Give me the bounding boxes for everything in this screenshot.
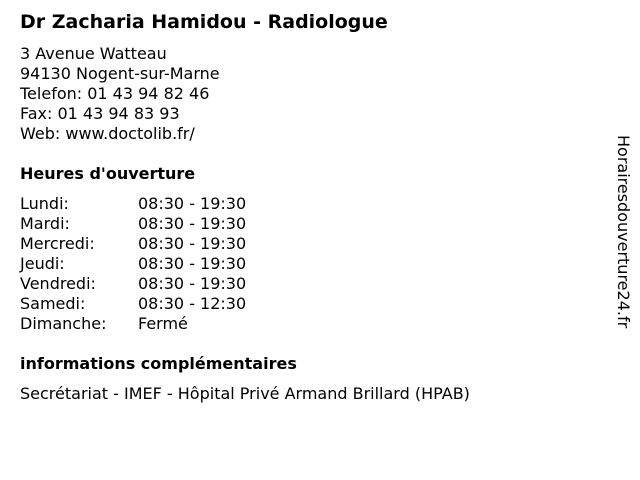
hours-row-sunday: [20, 314, 246, 334]
day-label: Lundi:: [20, 194, 69, 213]
watermark: [611, 135, 635, 345]
day-label: Jeudi:: [20, 254, 65, 273]
page-title: Dr Zacharia Hamidou - Radiologue: [20, 11, 388, 33]
hours-row-saturday: [20, 294, 246, 314]
hours-row-monday: [20, 194, 246, 214]
info-heading: informations complémentaires: [20, 354, 297, 373]
day-label: Mercredi:: [20, 234, 95, 253]
watermark-text: Horairesdouverture24.fr: [614, 135, 633, 329]
day-label: Dimanche:: [20, 314, 107, 333]
time-value: Fermé: [138, 314, 188, 333]
time-value: 08:30 - 12:30: [138, 294, 247, 313]
day-label: Samedi:: [20, 294, 86, 313]
info-text: Secrétariat - IMEF - Hôpital Privé Armand Brillard (HPAB): [20, 384, 470, 403]
time-value: 08:30 - 19:30: [138, 194, 247, 213]
fax-number: Fax: 01 43 94 83 93: [20, 104, 180, 123]
hours-heading: Heures d'ouverture: [20, 164, 196, 183]
day-label: Mardi:: [20, 214, 70, 233]
hours-row-wednesday: [20, 234, 246, 254]
time-value: 08:30 - 19:30: [138, 254, 247, 273]
address-city: 94130 Nogent-sur-Marne: [20, 64, 220, 83]
hours-row-tuesday: [20, 214, 246, 234]
hours-row-thursday: [20, 254, 246, 274]
hours-row-friday: [20, 274, 246, 294]
website: Web: www.doctolib.fr/: [20, 124, 195, 143]
time-value: 08:30 - 19:30: [138, 214, 247, 233]
hours-table: [20, 194, 246, 334]
phone-number: Telefon: 01 43 94 82 46: [20, 84, 210, 103]
address-street: 3 Avenue Watteau: [20, 44, 167, 63]
day-label: Vendredi:: [20, 274, 96, 293]
time-value: 08:30 - 19:30: [138, 274, 247, 293]
time-value: 08:30 - 19:30: [138, 234, 247, 253]
address-block: [20, 44, 220, 144]
